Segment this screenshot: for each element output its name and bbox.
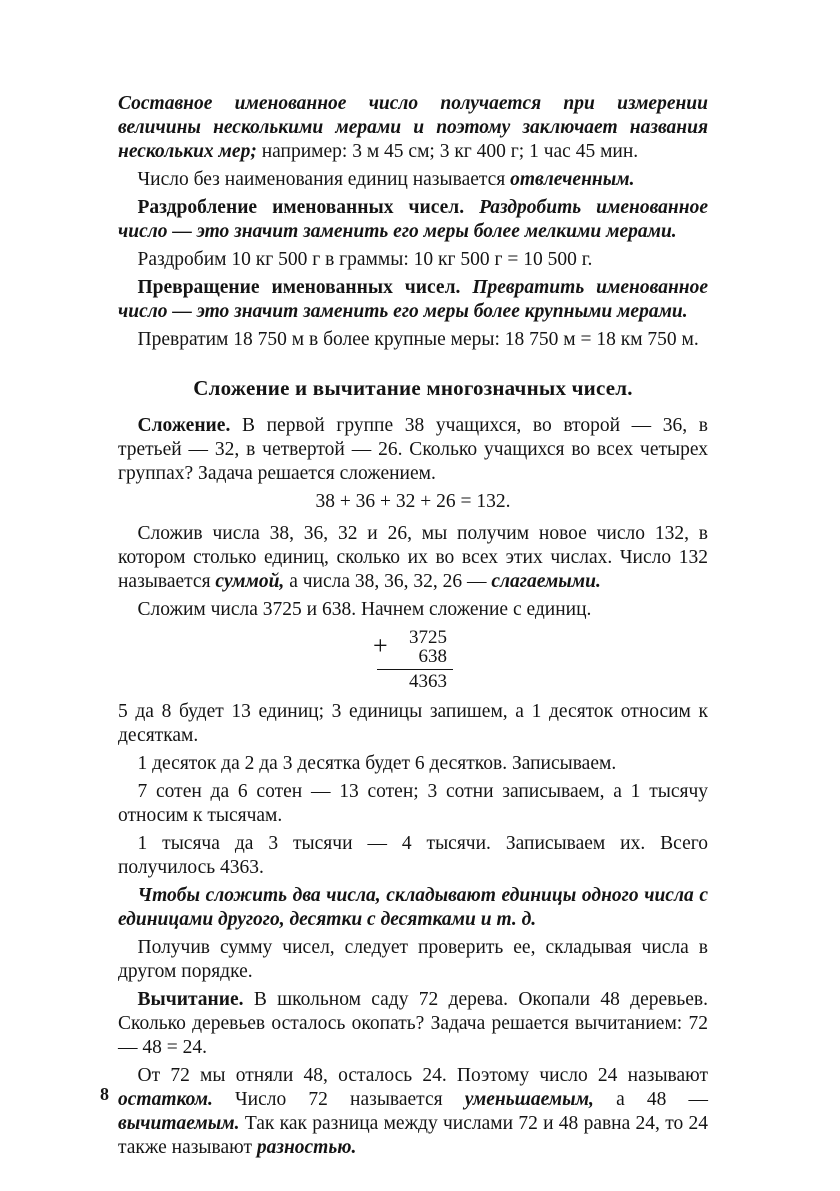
paragraph-abstract-number	[118, 168, 708, 192]
section-title-subtraction: Вычитание.	[137, 989, 244, 1010]
plain-text: Число без наименования единиц называется	[137, 169, 511, 190]
paragraph-column-intro	[118, 598, 708, 622]
section-title-addition: Сложение.	[137, 415, 231, 436]
paragraph-step-hundreds	[118, 780, 708, 828]
plain-text: 1 тысяча да 3 тысячи — 4 тысячи. Записываем их. Всего получилось 4363.	[118, 833, 708, 878]
plain-text: Раздробим 10 кг 500 г в граммы: 10 кг 500 г = 10 500 г.	[137, 249, 593, 270]
addend-2: 638	[418, 646, 447, 667]
paragraph-step-units	[118, 700, 708, 748]
term-difference: разностью.	[256, 1137, 357, 1158]
term-minuend: уменьшаемым,	[464, 1089, 594, 1110]
equation-sum: 38 + 36 + 32 + 26 = 132.	[315, 491, 511, 512]
section-title-conversion: Превращение именованных чисел.	[137, 277, 461, 298]
rule-addition: Чтобы сложить два числа, складывают единицы одного числа с единицами другого, десятки с десятками и т. д.	[118, 885, 708, 930]
plain-text: 7 сотен да 6 сотен — 13 сотен; 3 сотни записываем, а 1 тысячу относим к тысячам.	[118, 781, 708, 826]
sum-result: 4363	[409, 671, 447, 692]
plain-text: В первой группе 38 учащихся, во второй — 36, в третьей — 32, в четвертой — 26. Сколько учащихся во всех четырех группах? Задача решается сложением.	[118, 415, 708, 484]
plain-text: 1 десяток да 2 да 3 десятка будет 6 десятков. Записываем.	[137, 753, 617, 774]
term-addends: слагаемыми.	[491, 571, 601, 592]
definition-splitting: Раздробить именованное число — это значит заменить его меры более мелкими мерами.	[118, 197, 708, 242]
plain-text: 5 да 8 будет 13 единиц; 3 единицы запишем, а 1 десяток относим к десяткам.	[118, 701, 708, 746]
plain-text: В школьном саду 72 дерева. Окопали 48 деревьев. Сколько деревьев осталось окопать? Задача решается вычитанием: 72 — 48 = 24.	[118, 989, 708, 1058]
plain-text: Сложим числа 3725 и 638. Начнем сложение с единиц.	[137, 599, 592, 620]
paragraph-conversion-example	[118, 328, 708, 352]
section-title-splitting: Раздробление именованных чисел.	[137, 197, 465, 218]
paragraph-step-thousands	[118, 832, 708, 880]
paragraph-splitting-example	[118, 248, 708, 272]
paragraph-composite-number	[118, 92, 708, 164]
plain-text: Превратим 18 750 м в более крупные меры: 18 750 м = 18 км 750 м.	[137, 329, 699, 350]
plain-text: а 48 —	[593, 1089, 709, 1110]
paragraph-subtraction	[118, 988, 708, 1060]
section-heading: Сложение и вычитание многозначных чисел.	[193, 376, 633, 400]
plus-sign: +	[373, 631, 388, 660]
column-addition	[373, 628, 453, 690]
term-subtrahend: вычитаемым.	[118, 1113, 240, 1134]
definition-conversion: Превратить именованное число — это значит заменить его меры более крупными мерами.	[118, 277, 708, 322]
plain-text: Так как разница между числами 72 и 48 равна 24, то 24 также называют	[118, 1113, 708, 1158]
paragraph-addition	[118, 414, 708, 486]
paragraph-step-tens	[118, 752, 708, 776]
plain-text: а числа 38, 36, 32, 26 —	[284, 571, 492, 592]
page-number: 8	[100, 1084, 109, 1104]
page-body	[118, 92, 708, 1164]
term-abstract: отвлеченным.	[510, 169, 635, 190]
paragraph-splitting	[118, 196, 708, 244]
sum-line	[377, 669, 453, 670]
plain-text: Получив сумму чисел, следует проверить ее, складывая числа в другом порядке.	[118, 937, 708, 982]
plain-text: От 72 мы отняли 48, осталось 24. Поэтому число 24 называют	[137, 1065, 708, 1086]
paragraph-sum-definition	[118, 522, 708, 594]
paragraph-check	[118, 936, 708, 984]
addend-1: 3725	[409, 627, 447, 648]
paragraph-subtraction-terms	[118, 1064, 708, 1160]
paragraph-addition-rule	[118, 884, 708, 932]
plain-text: Число 72 называется	[212, 1089, 465, 1110]
term-remainder: остатком.	[118, 1089, 213, 1110]
definition-text: Составное именованное число получается при измерении величины несколькими мерами и поэтому заключает названия нескольких мер;	[118, 93, 708, 162]
plain-text: Сложив числа 38, 36, 32 и 26, мы получим новое число 132, в котором столько единиц, сколько их во всех этих числах. Число 132 называется	[118, 523, 708, 592]
paragraph-conversion	[118, 276, 708, 324]
example-text: например: 3 м 45 см; 3 кг 400 г; 1 час 45 мин.	[256, 141, 639, 162]
term-sum: суммой,	[215, 571, 285, 592]
